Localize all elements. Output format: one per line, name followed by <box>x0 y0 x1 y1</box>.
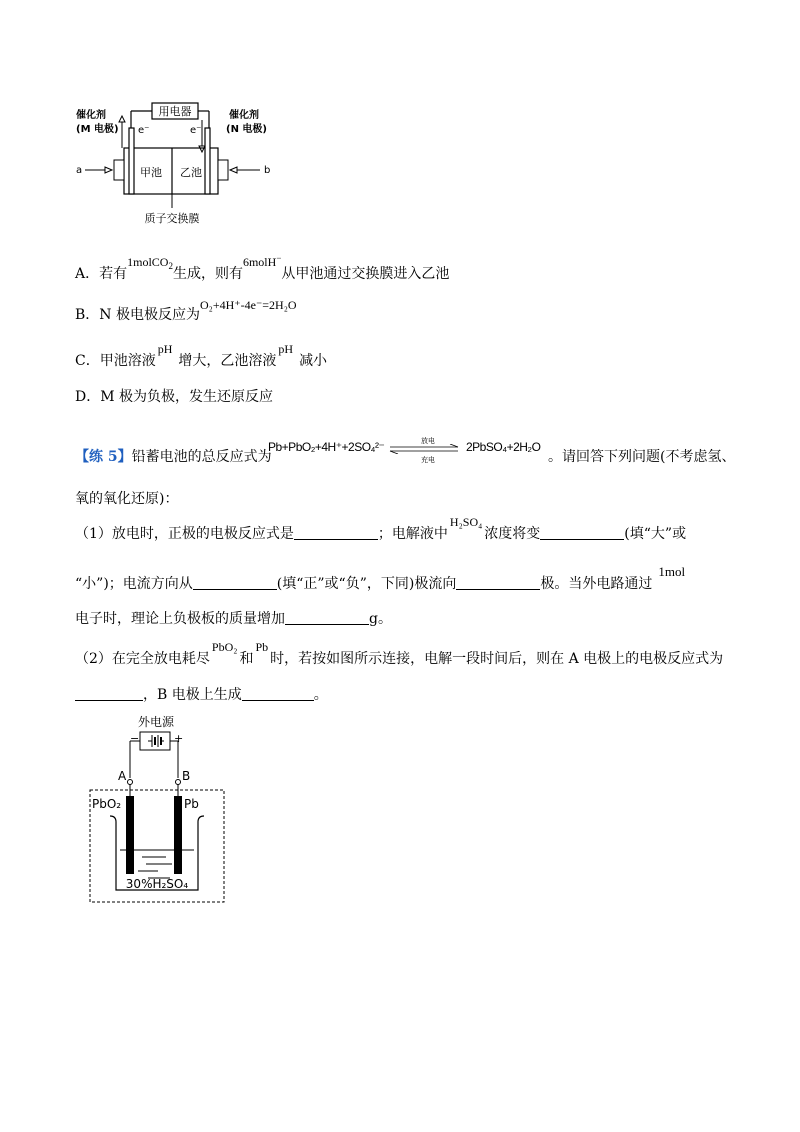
reaction-condition-bottom: 充电 <box>421 456 435 464</box>
catalyst-right-label: 催化剂 <box>229 110 259 121</box>
catalyst-left-label: 催化剂 <box>76 110 106 121</box>
part1-line2: “小”)；电流方向从 (填“正”或“负”，下同)极流向 极。当外电路通过1mol <box>75 564 686 592</box>
electrode-b-label: B <box>182 769 191 783</box>
positive-sign: + <box>174 732 184 745</box>
answer-blank-5[interactable] <box>285 610 369 625</box>
reaction-condition-top: 放电 <box>421 437 435 445</box>
negative-sign: − <box>130 732 140 745</box>
input-a-label: a <box>76 165 83 176</box>
electrode-m-label: (M 电极) <box>76 124 119 135</box>
part1-line3: 电子时，理论上负极板的质量增加 g。 <box>75 611 392 627</box>
electrode-n-label: (N 电极) <box>226 124 267 135</box>
answer-blank-4[interactable] <box>456 575 540 590</box>
solution-label: 30%H₂SO₄ <box>125 877 189 891</box>
answer-blank-7[interactable] <box>242 686 314 701</box>
cell-container <box>124 148 218 194</box>
part1-line1: （1）放电时，正极的电极反应式是 ；电解液中H₂SO₄浓度将变 (填“大”或 <box>75 515 687 542</box>
answer-blank-6[interactable] <box>75 686 143 701</box>
exercise5-line2: 氧的氧化还原)： <box>75 491 179 507</box>
electrode-b <box>174 796 182 874</box>
answer-blank-3[interactable] <box>193 575 277 590</box>
reaction-left: Pb+PbO₂+4H⁺+2SO₄²⁻ <box>268 440 385 454</box>
answer-blank-2[interactable] <box>540 525 624 540</box>
exercise-tag: 【练 5】 <box>75 449 132 465</box>
electron-label-left: e⁻ <box>138 125 150 136</box>
reaction-right: 2PbSO₄+2H₂O <box>466 440 541 454</box>
option-d: D．M 极为负极，发生还原反应 <box>75 389 274 405</box>
reversible-arrow <box>388 444 460 454</box>
option-c: C．甲池溶液pH增大，乙池溶液pH减小 <box>75 342 328 369</box>
pool-left-label: 甲池 <box>140 166 162 179</box>
exercise5-intro: 【练 5】铅蓄电池的总反应式为 <box>75 449 272 465</box>
membrane-label: 质子交换膜 <box>144 212 200 225</box>
power-source-label: 外电源 <box>137 715 175 729</box>
device-label: 用电器 <box>158 105 192 118</box>
part2-line2: ，B 电极上生成 。 <box>75 686 328 704</box>
part2-line1: （2）在完全放电耗尽PbO₂和Pb时，若按如图所示连接，电解一段时间后，则在 A 电极上的电极反应式为 <box>75 640 724 667</box>
answer-blank-1[interactable] <box>294 525 378 540</box>
electrode-n <box>205 128 210 194</box>
electrode-a-label: A <box>118 769 127 783</box>
electrolysis-diagram <box>88 712 228 904</box>
pbo2-label: PbO₂ <box>92 797 122 811</box>
fuel-cell-diagram <box>76 98 296 230</box>
input-b-label: b <box>264 165 271 176</box>
pool-right-label: 乙池 <box>180 166 202 179</box>
electrode-a <box>126 796 134 874</box>
electron-label-right: e⁻ <box>190 125 202 136</box>
electrode-m <box>129 128 134 194</box>
pb-label: Pb <box>184 797 199 811</box>
option-b: B．N 极电极反应为O₂+4H⁺-4e⁻=2H₂O <box>75 298 297 323</box>
option-a: A．若有1molCO$_2$生成，则有6molH−从甲池通过交换膜进入乙池 <box>75 253 450 282</box>
exercise5-intro-end: 。请回答下列问题(不考虑氢、 <box>548 449 736 465</box>
